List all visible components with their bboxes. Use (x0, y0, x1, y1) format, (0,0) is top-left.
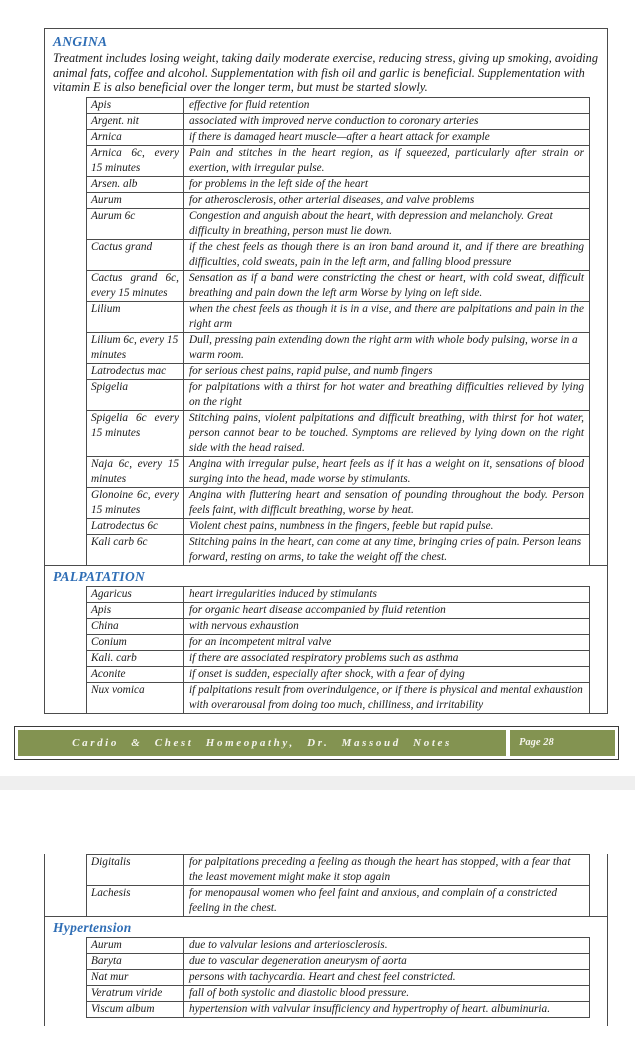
remedy-name-cell: Lachesis (87, 886, 184, 916)
remedy-description-cell: due to valvular lesions and arteriosclerosis. (189, 939, 388, 951)
remedy-name-cell: Lilium (87, 302, 184, 332)
table-row (87, 363, 589, 379)
remedy-name-cell: Cactus grand (87, 240, 184, 270)
remedy-name-cell: Aurum 6c (87, 209, 184, 239)
remedy-description-cell: Angina with irregular pulse, heart feels as if it has a weight on it, sensations of blood surging into the head, made worse by stimulants. (189, 457, 584, 485)
page-2-content-box (44, 854, 608, 1026)
table-row (87, 301, 589, 332)
remedy-description-cell: Dull, pressing pain extending down the right arm with whole body pulsing, worse in a warm room. (189, 333, 578, 361)
table-row (87, 885, 589, 916)
remedy-description-cell: Angina with fluttering heart and sensation of pounding throughout the body. Person feels faint, with difficult breathing, worse by heat. (189, 488, 584, 516)
remedy-name-cell: Aurum (87, 193, 184, 208)
table-row (87, 985, 589, 1001)
remedy-description-cell: due to vascular degeneration aneurysm of aorta (189, 955, 407, 967)
remedy-description-cell: heart irregularities induced by stimulants (189, 587, 377, 600)
table-row (87, 239, 589, 270)
remedy-description-cell: with nervous exhaustion (189, 619, 299, 632)
remedy-description-cell: if there is damaged heart muscle—after a heart attack for example (189, 130, 490, 143)
table-row (87, 682, 589, 713)
table-row (87, 634, 589, 650)
angina-intro-paragraph: Treatment includes losing weight, taking daily moderate exercise, reducing stress, giving up smoking, avoiding animal fats, coffee and alcohol. Supplementation with fish oil and garlic is beneficial. Supplementation with vitamin E is also beneficial over the longer term, but must be started slowly. (53, 51, 598, 95)
section-heading-hypertension: Hypertension (45, 916, 607, 937)
angina-remedy-table (86, 97, 590, 566)
remedy-name-cell: Baryta (87, 954, 184, 969)
section-heading-palpatation: PALPATATION (45, 565, 607, 586)
remedy-name-cell: Kali carb 6c (87, 535, 184, 565)
section-heading-angina: ANGINA (53, 34, 108, 49)
table-row (87, 456, 589, 487)
page-footer-bar (14, 726, 619, 760)
remedy-name-cell: Nux vomica (87, 683, 184, 713)
page-separator (0, 776, 635, 790)
remedy-description-cell: Congestion and anguish about the heart, with depression and melancholy. Great difficulty in breathing, person must lie down. (189, 209, 553, 237)
table-row (87, 145, 589, 176)
remedy-description-cell: if there are associated respiratory problems such as asthma (189, 651, 459, 664)
remedy-name-cell: Lilium 6c, every 15 minutes (87, 333, 184, 363)
remedy-name-cell: Argent. nit (87, 114, 184, 129)
remedy-name-cell: Naja 6c, every 15 minutes (87, 457, 184, 487)
remedy-description-cell: effective for fluid retention (189, 98, 310, 111)
table-row (87, 192, 589, 208)
remedy-name-cell: Spigelia 6c every 15 minutes (87, 411, 184, 456)
table-row (87, 1001, 589, 1017)
remedy-name-cell: Veratrum viride (87, 986, 184, 1001)
remedy-name-cell: Digitalis (87, 855, 184, 885)
remedy-description-cell: for menopausal women who feel faint and anxious, and complain of a constricted feeling in the chest. (189, 887, 558, 914)
table-row (87, 208, 589, 239)
remedy-description-cell: fall of both systolic and diastolic blood pressure. (189, 987, 410, 999)
table-row (87, 270, 589, 301)
table-row (87, 650, 589, 666)
table-row (87, 410, 589, 456)
remedy-description-cell: associated with improved nerve conduction to coronary arteries (189, 114, 479, 127)
hypertension-remedy-table (86, 937, 590, 1018)
remedy-description-cell: for serious chest pains, rapid pulse, and numb fingers (189, 364, 433, 377)
remedy-name-cell: Arnica 6c, every 15 minutes (87, 146, 184, 176)
remedy-description-cell: for problems in the left side of the heart (189, 177, 369, 190)
remedy-name-cell: Kali. carb (87, 651, 184, 666)
table-row (87, 938, 589, 953)
remedy-name-cell: Latrodectus 6c (87, 519, 184, 534)
remedy-name-cell: Conium (87, 635, 184, 650)
table-row (87, 855, 589, 885)
table-row (87, 969, 589, 985)
table-row (87, 666, 589, 682)
remedy-description-cell: Violent chest pains, numbness in the fingers, feeble but rapid pulse. (189, 519, 494, 532)
page-1-content-box (44, 28, 608, 714)
remedy-name-cell: Arsen. alb (87, 177, 184, 192)
remedy-name-cell: Viscum album (87, 1002, 184, 1017)
remedy-name-cell: Cactus grand 6c, every 15 minutes (87, 271, 184, 301)
remedy-name-cell: Agaricus (87, 587, 184, 602)
remedy-name-cell: Latrodectus mac (87, 364, 184, 379)
remedy-name-cell: Apis (87, 98, 184, 113)
footer-inner (18, 730, 615, 756)
remedy-description-cell: if onset is sudden, especially after shock, with a fear of dying (189, 667, 465, 680)
table-row (87, 332, 589, 363)
remedy-description-cell: for organic heart disease accompanied by fluid retention (189, 603, 446, 616)
table-row (87, 953, 589, 969)
remedy-name-cell: Apis (87, 603, 184, 618)
table-row (87, 602, 589, 618)
table-row (87, 379, 589, 410)
footer-page-number: Page 28 (510, 730, 615, 756)
remedy-name-cell: China (87, 619, 184, 634)
table-row (87, 487, 589, 518)
remedy-description-cell: for an incompetent mitral valve (189, 635, 332, 648)
table-row (87, 98, 589, 113)
table-row (87, 534, 589, 565)
remedy-description-cell: for palpitations with a thirst for hot water and breathing difficulties relieved by lying on the right (189, 380, 584, 408)
table-row (87, 113, 589, 129)
footer-title: Cardio & Chest Homeopathy, Dr. Massoud Notes (18, 730, 506, 756)
remedy-description-cell: for atherosclerosis, other arterial diseases, and valve problems (189, 193, 475, 206)
remedy-name-cell: Nat mur (87, 970, 184, 985)
remedy-description-cell: Sensation as if a band were constricting the chest or heart, with cold sweat, difficult breathing and pain down the left arm Worse by lying on left side. (189, 271, 584, 299)
remedy-description-cell: for palpitations preceding a feeling as though the heart has stopped, with a fear that the least movement might make it stop again (189, 856, 571, 883)
remedy-name-cell: Spigelia (87, 380, 184, 410)
table-row (87, 518, 589, 534)
remedy-name-cell: Glonoine 6c, every 15 minutes (87, 488, 184, 518)
palpitation-table-continued (86, 854, 590, 917)
remedy-description-cell: Stitching pains, violent palpitations and difficult breathing, with thirst for hot water, person cannot bear to be touched. Symptoms are relieved by lying down on the right side with the head raised. (189, 411, 584, 454)
table-row (87, 129, 589, 145)
remedy-name-cell: Arnica (87, 130, 184, 145)
table-row (87, 176, 589, 192)
remedy-description-cell: hypertension with valvular insufficiency and hypertrophy of heart. albuminuria. (189, 1003, 551, 1015)
remedy-name-cell: Aconite (87, 667, 184, 682)
remedy-description-cell: persons with tachycardia. Heart and chest feel constricted. (189, 971, 456, 983)
remedy-name-cell: Aurum (87, 938, 184, 953)
remedy-description-cell: if palpitations result from overindulgence, or if there is physical and mental exhaustion with overarousal from doing too much, chilliness, and irritability (189, 683, 583, 711)
palpatation-remedy-table (86, 586, 590, 714)
table-row (87, 587, 589, 602)
remedy-description-cell: Stitching pains in the heart, can come at any time, bringing cries of pain. Person leans forward, resting on arms, to take the weight off the chest. (189, 535, 582, 563)
table-row (87, 618, 589, 634)
remedy-description-cell: when the chest feels as though it is in a vise, and there are palpitations and pain in the right arm (189, 302, 584, 330)
remedy-description-cell: Pain and stitches in the heart region, as if squeezed, particularly after strain or exertion, with irregular pulse. (189, 146, 584, 174)
remedy-description-cell: if the chest feels as though there is an iron band around it, and if there are breathing difficulties, cold sweats, pain in the left arm, and falling blood pressure (189, 240, 584, 268)
